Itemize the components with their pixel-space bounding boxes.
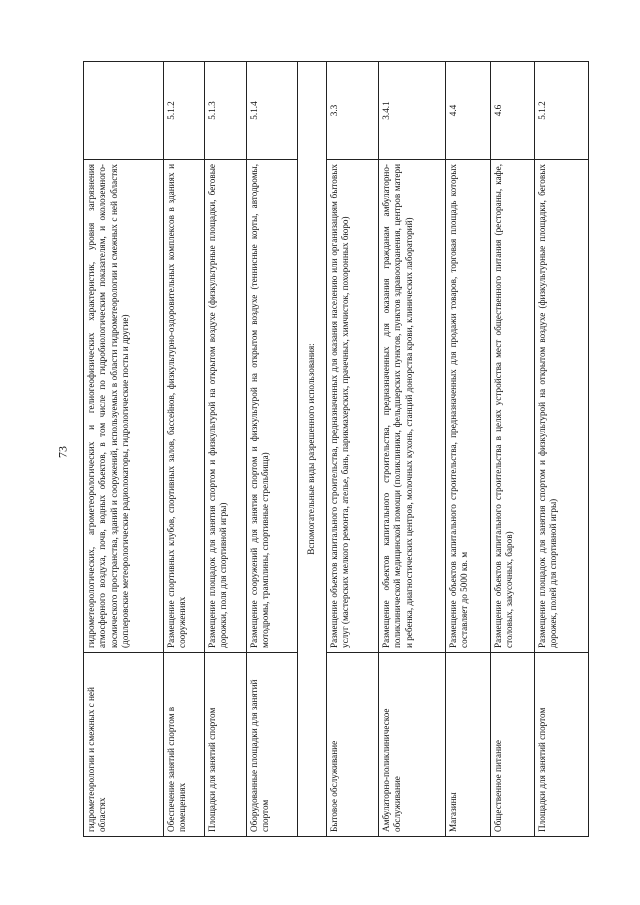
use-code-cell: 3.4.1 <box>379 62 446 160</box>
use-name-cell: Обеспечение занятий спортом в помещениях <box>164 653 205 837</box>
use-name-cell: гидрометеорологии и смежных с ней областях <box>84 653 164 837</box>
use-name-cell: Бытовое обслуживание <box>327 653 379 837</box>
use-name-cell: Магазины <box>446 653 491 837</box>
table-row <box>164 62 205 837</box>
use-description-cell: Размещение площадок для занятия спортом и физкультурой на открытом воздухе (физкультурные площадки, беговые дорожки, поля для спортивной игры) <box>205 160 247 653</box>
table-row <box>327 62 379 837</box>
use-code-cell: 3.3 <box>327 62 379 160</box>
use-name-cell: Оборудованные площадки для занятий спортом <box>247 653 298 837</box>
page-number: 73 <box>55 446 70 458</box>
use-description-cell: Размещение спортивных клубов, спортивных залов, бассейнов, физкультурно-оздоровительных комплексов в зданиях и сооружениях <box>164 160 205 653</box>
table-row <box>379 62 446 837</box>
rotated-table-wrapper <box>83 62 588 837</box>
use-description-cell: Размещение площадок для занятия спортом и физкультурой на открытом воздухе (физкультурные площадки, беговых дорожек, полей для спортивной игры) <box>535 160 589 653</box>
use-code-cell: 5.1.2 <box>535 62 589 160</box>
use-code-cell: 5.1.3 <box>205 62 247 160</box>
section-header-row <box>298 62 327 837</box>
table-row <box>535 62 589 837</box>
table-row <box>205 62 247 837</box>
table-row <box>84 62 164 837</box>
table-row <box>446 62 491 837</box>
use-code-cell: 4.4 <box>446 62 491 160</box>
use-code-cell: 4.6 <box>491 62 535 160</box>
use-code-cell: 5.1.4 <box>247 62 298 160</box>
use-name-cell: Общественное питание <box>491 653 535 837</box>
use-description-cell: Размещение объектов капитального строительства, предназначенных для оказания населению или организациям бытовых услуг (мастерских мелкого ремонта, ателье, бань, парикмахерских, прачечных, химчисток, похоронных бюро) <box>327 160 379 653</box>
use-name-cell: Площадки для занятий спортом <box>535 653 589 837</box>
use-description-cell: Размещение объектов капитального строительства, предназначенных для оказания гражданам амбулаторно-поликлинической медицинской помощи (поликлиники, фельдшерских пунктов, пунктов здравоохранения, центров матери и ребенка, диагностических центров, молочных кухонь, станций донорства крови, клинических лабораторий) <box>379 160 446 653</box>
use-description-cell: Размещение объектов капитального строительства, предназначенных для продажи товаров, торговая площадь которых составляет до 5000 кв. м <box>446 160 491 653</box>
use-description-cell: гидрометеорологических, агрометеорологических и гелиогеофизических характеристик, уровня загрязнения атмосферного воздуха, почв, водных объектов, в том числе по гидробиологическим показателям, и околоземного-космического пространства, зданий и сооружений, используемых в области гидрометеорологии и смежных с ней областях (доплеровские метеорологические радиолокаторы, гидрологические посты и другие) <box>84 160 164 653</box>
use-description-cell: Размещение сооружений для занятия спортом и физкультурой на открытом воздухе (теннисные корты, автодромы, мотодромы, трамплины, спортивные стрельбища) <box>247 160 298 653</box>
use-code-cell: 5.1.2 <box>164 62 205 160</box>
use-code-cell <box>84 62 164 160</box>
table-row <box>247 62 298 837</box>
use-description-cell: Размещение объектов капитального строительства в целях устройства мест общественного питания (рестораны, кафе, столовых, закусочных, баров) <box>491 160 535 653</box>
table-row <box>491 62 535 837</box>
use-name-cell: Площадки для занятий спортом <box>205 653 247 837</box>
land-use-table <box>83 61 589 837</box>
section-title: Вспомогательные виды разрешенного использования: <box>298 62 327 837</box>
use-name-cell: Амбулаторно-поликлиническое обслуживание <box>379 653 446 837</box>
